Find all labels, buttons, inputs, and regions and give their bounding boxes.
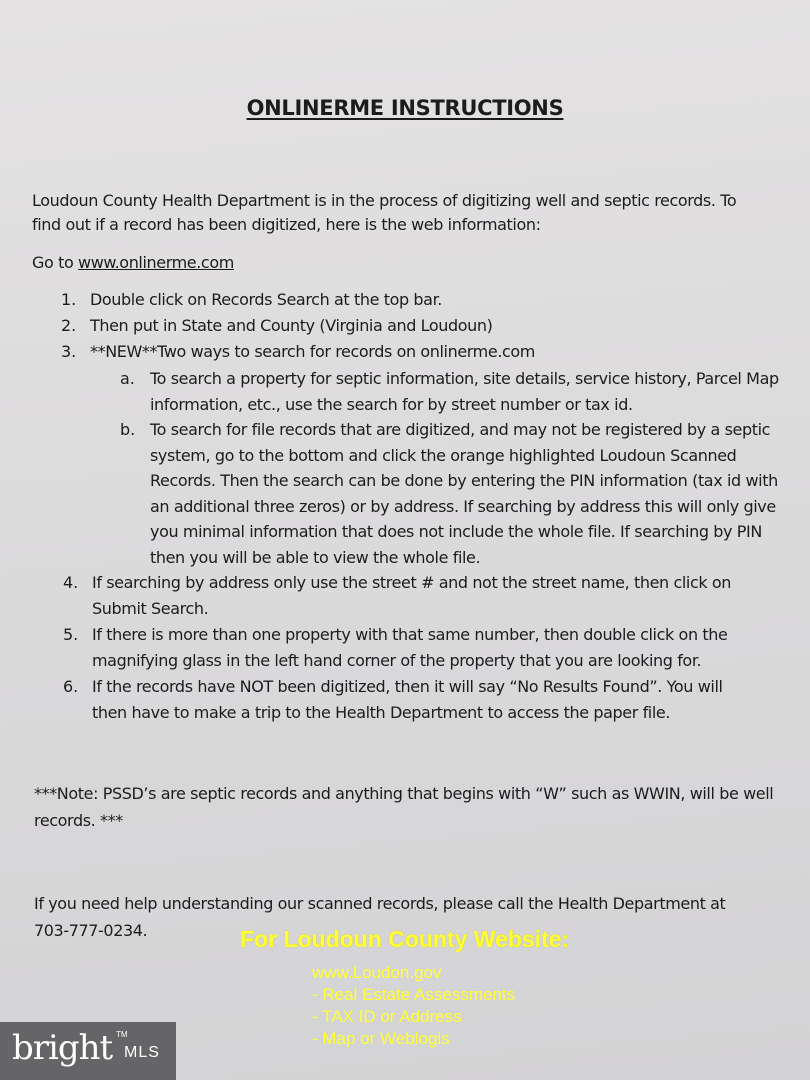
step-6-text: If the records have NOT been digitized, then it will say “No Results Found”. You will then have to make a trip to the Health Department to access the paper file.: [92, 677, 723, 722]
step-1-number: 1.: [61, 290, 77, 309]
step-5-text: If there is more than one property with that same number, then double click on the magnifying glass in the left hand corner of the property that you are looking for.: [92, 625, 728, 670]
goto-line: [32, 250, 234, 276]
overlay-line-tax-id: - TAX ID or Address: [312, 1007, 462, 1026]
step-2-text: Then put in State and County (Virginia and Loudoun): [90, 316, 493, 335]
note-text: ***Note: PSSD’s are septic records and anything that begins with “W” such as WWIN, will be well records. ***: [34, 784, 774, 830]
onlinerme-link[interactable]: www.onlinerme.com: [78, 253, 234, 272]
substep-a-letter: a.: [120, 369, 135, 388]
step-5-number: 5.: [63, 625, 79, 644]
overlay-line-real-estate: - Real Estate Assessments: [312, 985, 516, 1004]
substep-b-letter: b.: [120, 420, 136, 439]
overlay-line-map: - Map or Weblogis: [312, 1029, 450, 1048]
step-2-number: 2.: [61, 316, 77, 335]
page-title: ONLINERME INSTRUCTIONS: [246, 96, 564, 120]
help-text: If you need help understanding our scanned records, please call the Health Department at 703-777-0234.: [34, 894, 726, 940]
goto-prefix: Go to: [32, 253, 79, 272]
step-3-text: **NEW**Two ways to search for records on onlinerme.com: [90, 342, 535, 361]
step-1-text: Double click on Records Search at the top bar.: [90, 290, 442, 309]
overlay-website: www.Loudon.gov: [312, 963, 442, 982]
step-4-text: If searching by address only use the street # and not the street name, then click on Submit Search.: [92, 573, 732, 618]
intro-line-2: find out if a record has been digitized, here is the web information:: [32, 215, 541, 234]
logo-tm: TM: [116, 1030, 128, 1039]
substep-a-text: To search a property for septic information, site details, service history, Parcel Map information, etc., use the search for by street number or tax id.: [150, 369, 779, 414]
logo-brand: bright: [12, 1028, 113, 1068]
logo-suffix: MLS: [124, 1044, 160, 1061]
overlay-title: For Loudoun County Website:: [240, 926, 570, 952]
intro-line-1: Loudoun County Health Department is in the process of digitizing well and septic records. To: [32, 191, 737, 210]
substep-b-text: To search for file records that are digitized, and may not be registered by a septic system, go to the bottom and click the orange highlighted Loudoun Scanned Records. Then the search can be done by entering the PIN information (tax id with an additional three zeros) or by address. If searching by address this will only give you minimal information that does not include the whole file. If searching by PIN then you will be able to view the whole file.: [150, 420, 778, 567]
step-6-number: 6.: [63, 677, 79, 696]
step-3-number: 3.: [61, 342, 77, 361]
step-4-number: 4.: [63, 573, 79, 592]
